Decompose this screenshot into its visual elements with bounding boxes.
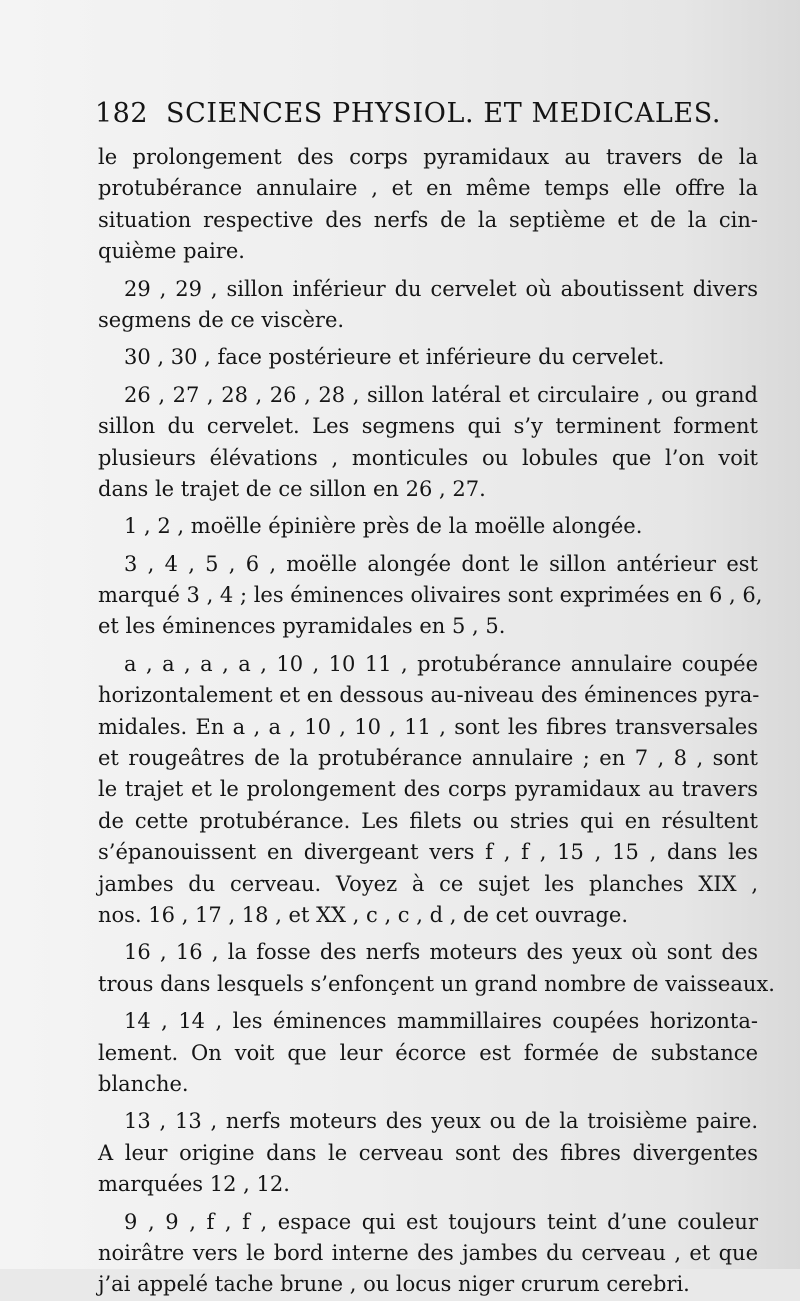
text-line: A leur origine dans le cerveau sont des fibres divergentes (98, 1140, 758, 1165)
text-line: et les éminences pyramidales en 5 , 5. (98, 614, 506, 639)
text-line: 13 , 13 , nerfs moteurs des yeux ou de la troisième paire. (124, 1109, 758, 1134)
text-line: quième paire. (98, 239, 245, 264)
text-line: marquées 12 , 12. (98, 1172, 290, 1197)
text-line: lement. On voit que leur écorce est formée de substance (98, 1040, 758, 1065)
text-line: 16 , 16 , la fosse des nerfs moteurs des yeux où sont des (124, 940, 758, 965)
text-line: s’épanouissent en divergeant vers f , f , 15 , 15 , dans les (98, 840, 758, 865)
text-line: blanche. (98, 1071, 189, 1096)
text-line: 1 , 2 , moëlle épinière près de la moëlle alongée. (124, 514, 643, 539)
text-line: 30 , 30 , face postérieure et inférieure du cervelet. (124, 345, 665, 370)
text-line: protubérance annulaire , et en même temps elle offre la (98, 176, 758, 201)
text-line: j’ai appelé tache brune , ou locus niger crurum cerebri. (98, 1272, 690, 1297)
page-header (95, 98, 725, 136)
text-line: le trajet et le prolongement des corps pyramidaux au travers (98, 777, 758, 802)
text-line: dans le trajet de ce sillon en 26 , 27. (98, 476, 486, 501)
text-line: situation respective des nerfs de la septième et de la cin- (98, 207, 758, 232)
text-line: et rougeâtres de la protubérance annulaire ; en 7 , 8 , sont (98, 746, 758, 771)
text-line: jambes du cerveau. Voyez à ce sujet les planches XIX , (98, 871, 758, 896)
text-line: trous dans lesquels s’enfonçent un grand nombre de vaisseaux. (98, 971, 775, 996)
text-line: horizontalement et en dessous au-niveau des éminences pyra- (98, 683, 760, 708)
text-line: 3 , 4 , 5 , 6 , moëlle alongée dont le sillon antérieur est (124, 551, 758, 576)
text-line: 29 , 29 , sillon inférieur du cervelet où aboutissent divers (124, 276, 758, 301)
text-line: noirâtre vers le bord interne des jambes du cerveau , et que (98, 1240, 758, 1265)
text-line: sillon du cervelet. Les segmens qui s’y terminent forment (98, 414, 758, 439)
text-line: plusieurs élévations , monticules ou lobules que l’on voit (98, 445, 758, 470)
text-line: midales. En a , a , 10 , 10 , 11 , sont les fibres transversales (98, 714, 758, 739)
text-line: marqué 3 , 4 ; les éminences olivaires sont exprimées en 6 , 6, (98, 583, 763, 608)
running-title: SCIENCES PHYSIOL. ET MEDICALES. (166, 98, 722, 129)
text-line: le prolongement des corps pyramidaux au travers de la (98, 145, 758, 169)
body-text (98, 142, 775, 1301)
text-line: de cette protubérance. Les filets ou stries qui en résultent (98, 808, 758, 833)
text-line: 26 , 27 , 28 , 26 , 28 , sillon latéral et circulaire , ou grand (124, 382, 758, 407)
text-line: nos. 16 , 17 , 18 , et XX , c , c , d , de cet ouvrage. (98, 902, 629, 927)
text-line: a , a , a , a , 10 , 10 11 , protubérance annulaire coupée (124, 651, 758, 676)
text-line: 14 , 14 , les éminences mammillaires coupées horizonta- (124, 1009, 758, 1034)
text-line: segmens de ce viscère. (98, 307, 345, 332)
page-number: 182 (95, 98, 149, 129)
text-line: 9 , 9 , f , f , espace qui est toujours teint d’une couleur (124, 1209, 758, 1234)
